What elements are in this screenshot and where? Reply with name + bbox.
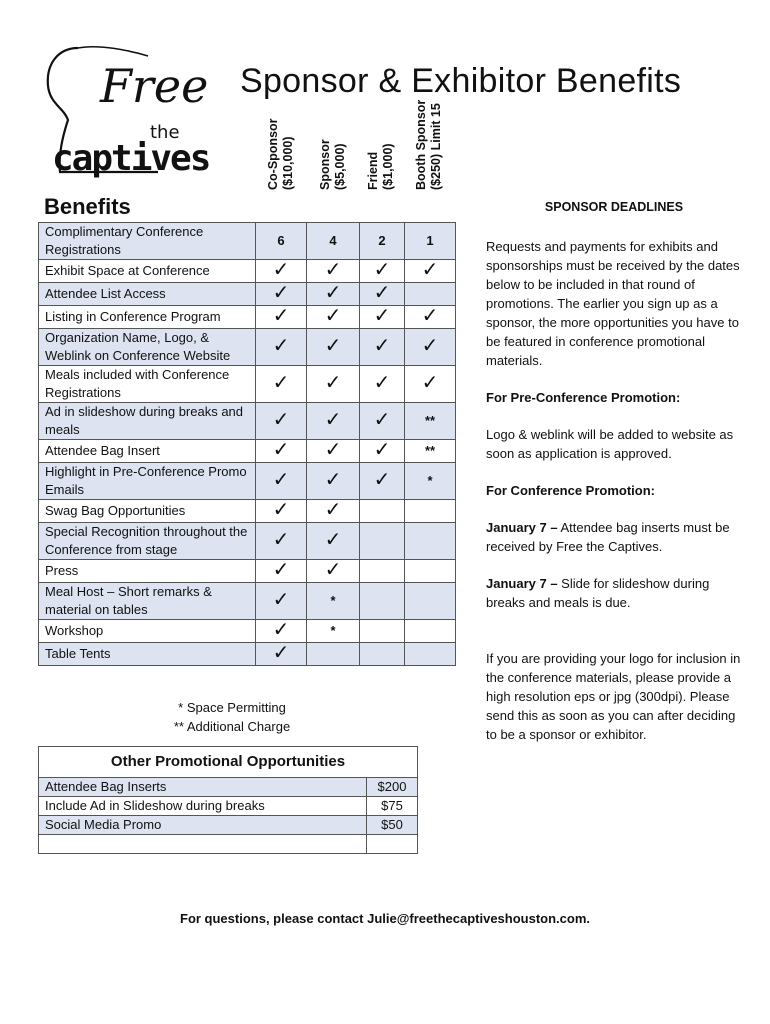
footnotes (38, 698, 426, 736)
checkmark-icon: ✓ (373, 467, 391, 491)
benefit-label: Attendee List Access (39, 283, 256, 306)
promo-row (39, 778, 418, 797)
benefit-row (39, 403, 456, 440)
benefit-cell (360, 223, 405, 260)
benefits-table (38, 222, 456, 666)
benefit-row (39, 329, 456, 366)
promo-label: Social Media Promo (39, 816, 367, 835)
pre-conference-heading: For Pre-Conference Promotion: (486, 390, 681, 405)
checkmark-icon: ✓ (373, 303, 391, 327)
benefit-cell (256, 303, 307, 329)
benefit-cell (307, 329, 360, 366)
checkmark-icon: ✓ (421, 333, 439, 357)
benefit-cell (256, 329, 307, 366)
checkmark-icon: ✓ (272, 640, 290, 664)
benefit-cell (405, 329, 456, 366)
benefit-cell (307, 366, 360, 403)
benefit-label: Ad in slideshow during breaks and meals (39, 403, 256, 440)
benefit-cell (405, 583, 456, 620)
checkmark-icon: ✓ (272, 437, 290, 461)
checkmark-icon: ✓ (324, 407, 342, 431)
promo-price: $50 (367, 816, 418, 835)
checkmark-icon: ✓ (373, 437, 391, 461)
checkmark-icon: ✓ (272, 280, 290, 304)
promo-price: $75 (367, 797, 418, 816)
deadlines-title: SPONSOR DEADLINES (544, 200, 684, 214)
checkmark-icon: ✓ (272, 303, 290, 327)
checkmark-icon: ✓ (421, 257, 439, 281)
checkmark-icon: ✓ (373, 257, 391, 281)
logo-note: If you are providing your logo for inclusion in the conference materials, please provide a high resolution eps or jpg (300dpi). Please send this as soon as you can after deciding to be a sponsor or exhibitor. (486, 651, 741, 742)
benefit-row (39, 283, 456, 306)
benefit-row (39, 560, 456, 583)
benefit-row (39, 223, 456, 260)
checkmark-icon: ✓ (324, 333, 342, 357)
benefit-cell (360, 583, 405, 620)
benefit-cell (256, 403, 307, 440)
benefit-cell (307, 643, 360, 666)
conference-heading: For Conference Promotion: (486, 483, 656, 498)
benefit-cell (360, 329, 405, 366)
checkmark-icon: ✓ (272, 407, 290, 431)
benefit-cell (360, 500, 405, 523)
checkmark-icon: ✓ (272, 587, 290, 611)
benefit-cell (360, 366, 405, 403)
benefit-cell (405, 366, 456, 403)
benefit-row (39, 500, 456, 523)
checkmark-icon: ✓ (272, 557, 290, 581)
promo-title: Other Promotional Opportunities (39, 747, 418, 778)
benefit-label: Press (39, 560, 256, 583)
promo-row (39, 797, 418, 816)
checkmark-icon: ✓ (421, 370, 439, 394)
checkmark-icon: ✓ (373, 333, 391, 357)
cell-value: * (427, 473, 433, 488)
benefit-row (39, 306, 456, 329)
benefit-row (39, 463, 456, 500)
benefit-label: Attendee Bag Insert (39, 440, 256, 463)
benefit-label: Highlight in Pre-Conference Promo Emails (39, 463, 256, 500)
benefit-cell (405, 500, 456, 523)
benefit-label: Organization Name, Logo, & Weblink on Conference Website (39, 329, 256, 366)
benefit-cell (360, 560, 405, 583)
cell-value: ** (424, 413, 436, 428)
deadline-slideshow: January 7 – Slide for slideshow during breaks and meals is due. (486, 576, 710, 610)
promo-label: Attendee Bag Inserts (39, 778, 367, 797)
logo-word-free: Free (100, 59, 209, 113)
checkmark-icon: ✓ (373, 370, 391, 394)
benefit-cell (307, 620, 360, 643)
deadline-bag-inserts: January 7 – Attendee bag inserts must be received by Free the Captives. (486, 520, 730, 554)
benefit-cell (307, 557, 360, 583)
promo-table (38, 746, 418, 854)
benefit-cell (360, 403, 405, 440)
cell-value: 6 (277, 233, 285, 248)
benefit-cell (405, 643, 456, 666)
benefit-row (39, 620, 456, 643)
checkmark-icon: ✓ (421, 303, 439, 327)
benefit-cell (307, 223, 360, 260)
benefit-cell (405, 303, 456, 329)
column-header-sponsor: Sponsor ($5,000) (318, 139, 347, 190)
cell-value: 4 (329, 233, 337, 248)
column-header-friend: Friend ($1,000) (366, 143, 395, 190)
checkmark-icon: ✓ (324, 303, 342, 327)
benefit-label: Meal Host – Short remarks & material on tables (39, 583, 256, 620)
benefit-cell (256, 223, 307, 260)
checkmark-icon: ✓ (373, 280, 391, 304)
benefit-cell (256, 640, 307, 666)
checkmark-icon: ✓ (373, 407, 391, 431)
benefit-cell (256, 366, 307, 403)
benefit-cell (307, 583, 360, 620)
checkmark-icon: ✓ (324, 467, 342, 491)
benefit-row (39, 260, 456, 283)
cell-value: * (330, 623, 336, 638)
checkmark-icon: ✓ (324, 497, 342, 521)
promo-row-empty (39, 835, 418, 854)
benefit-row (39, 643, 456, 666)
contact-footer: For questions, please contact Julie@freethecaptiveshouston.com. (180, 911, 590, 926)
pre-conference-text: Logo & weblink will be added to website as soon as application is approved. (486, 427, 734, 461)
benefit-row (39, 583, 456, 620)
promo-row (39, 816, 418, 835)
free-the-captives-logo (38, 42, 210, 192)
benefit-label: Listing in Conference Program (39, 306, 256, 329)
checkmark-icon: ✓ (272, 333, 290, 357)
benefit-cell (405, 257, 456, 283)
benefit-label: Table Tents (39, 643, 256, 666)
benefit-cell (360, 620, 405, 643)
benefit-label: Workshop (39, 620, 256, 643)
logo-word-the: the (150, 122, 180, 143)
column-header-co-sponsor: Co-Sponsor ($10,000) (266, 118, 295, 190)
benefit-cell (360, 463, 405, 500)
checkmark-icon: ✓ (324, 257, 342, 281)
benefit-cell (405, 223, 456, 260)
checkmark-icon: ✓ (272, 257, 290, 281)
deadlines-intro: Requests and payments for exhibits and sponsorships must be received by the dates below to be included in that round of promotions. The earlier you sign up as a sponsor, the more opportunities you have to be featured in conference promotional materials. (486, 239, 740, 368)
benefit-label: Meals included with Conference Registrations (39, 366, 256, 403)
benefit-cell (256, 463, 307, 500)
promo-price: $200 (367, 778, 418, 797)
benefit-cell (307, 463, 360, 500)
benefit-cell (405, 403, 456, 440)
checkmark-icon: ✓ (272, 467, 290, 491)
benefit-label: Special Recognition throughout the Conference from stage (39, 523, 256, 560)
cell-value: * (330, 593, 336, 608)
benefit-cell (307, 303, 360, 329)
page-title: Sponsor & Exhibitor Benefits (240, 62, 682, 100)
benefit-label: Complimentary Conference Registrations (39, 223, 256, 260)
checkmark-icon: ✓ (324, 370, 342, 394)
benefit-cell (405, 560, 456, 583)
benefit-row (39, 440, 456, 463)
note-space-permitting: * Space Permitting (178, 700, 286, 715)
checkmark-icon: ✓ (324, 527, 342, 551)
benefit-cell (307, 497, 360, 523)
benefit-cell (307, 403, 360, 440)
benefit-cell (360, 643, 405, 666)
cell-value: 1 (426, 233, 434, 248)
sponsor-deadlines (486, 198, 742, 762)
benefit-cell (256, 583, 307, 620)
benefit-cell (360, 437, 405, 463)
benefit-cell (405, 440, 456, 463)
benefit-cell (360, 303, 405, 329)
checkmark-icon: ✓ (324, 437, 342, 461)
logo-word-captives: captives (52, 138, 210, 179)
checkmark-icon: ✓ (272, 370, 290, 394)
checkmark-icon: ✓ (272, 527, 290, 551)
benefit-label: Exhibit Space at Conference (39, 260, 256, 283)
checkmark-icon: ✓ (272, 617, 290, 641)
cell-value: ** (424, 443, 436, 458)
checkmark-icon: ✓ (324, 280, 342, 304)
benefit-cell (256, 557, 307, 583)
column-header-booth-sponsor: Booth Sponsor ($250) Limit 15 (414, 99, 443, 190)
cell-value: 2 (378, 233, 386, 248)
benefit-cell (405, 523, 456, 560)
benefits-heading: Benefits (44, 194, 131, 219)
note-additional-charge: ** Additional Charge (173, 719, 291, 734)
benefit-cell (256, 523, 307, 560)
checkmark-icon: ✓ (272, 497, 290, 521)
benefit-cell (256, 437, 307, 463)
benefit-cell (405, 463, 456, 500)
checkmark-icon: ✓ (324, 557, 342, 581)
benefit-cell (256, 497, 307, 523)
benefit-row (39, 523, 456, 560)
promo-label: Include Ad in Slideshow during breaks (39, 797, 367, 816)
benefit-cell (307, 437, 360, 463)
benefit-cell (360, 523, 405, 560)
benefit-label: Swag Bag Opportunities (39, 500, 256, 523)
benefit-cell (405, 620, 456, 643)
benefit-cell (307, 523, 360, 560)
benefit-row (39, 366, 456, 403)
